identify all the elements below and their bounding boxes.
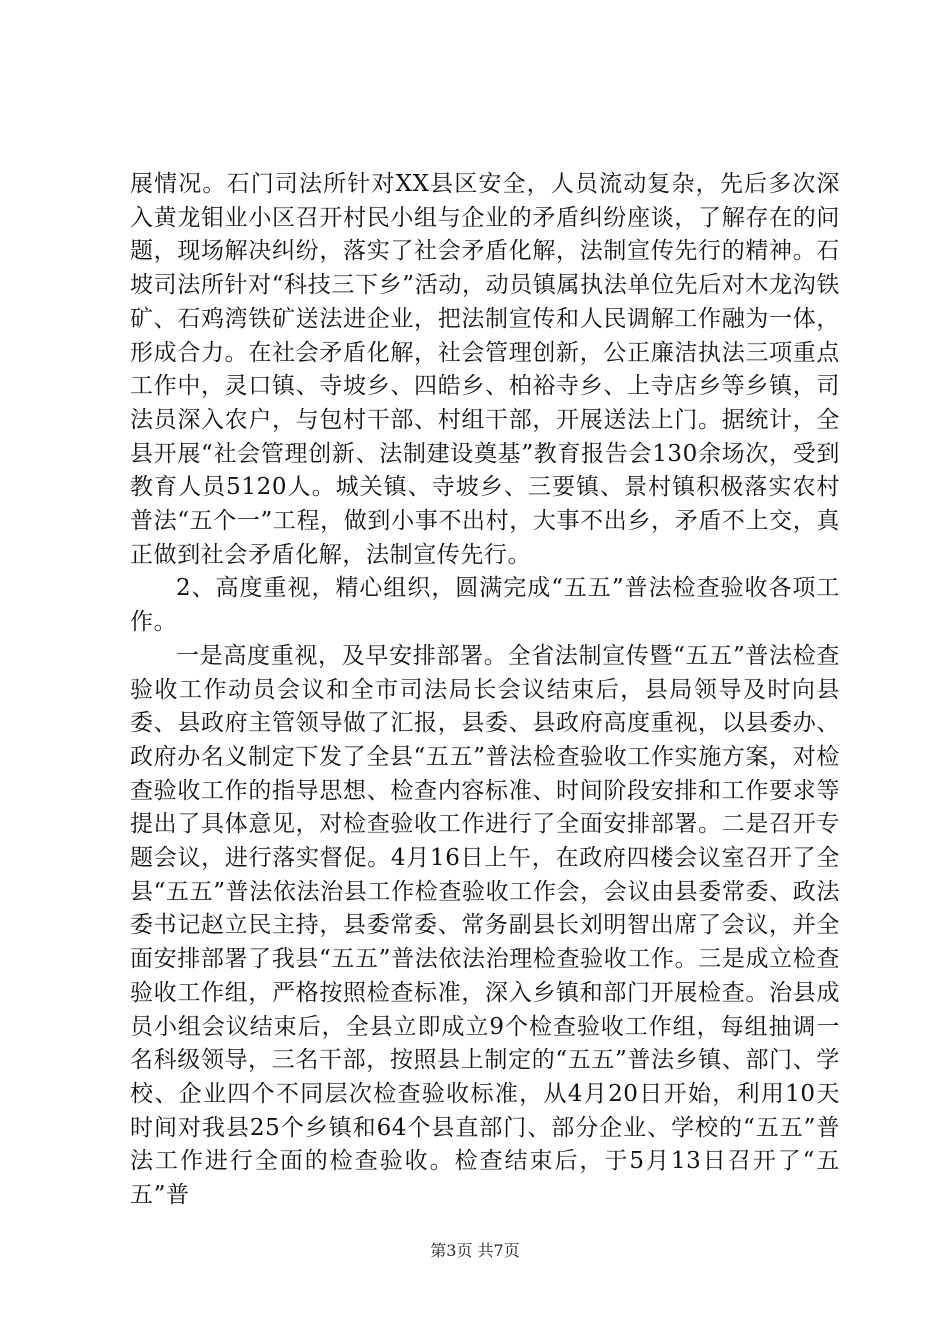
paragraph-continuation: 展情况。石门司法所针对XX县区安全，人员流动复杂，先后多次深入黄龙钼业小区召开村民小组与企业的矛盾纠纷座谈，了解存在的问题，现场解决纠纷，落实了社会矛盾化解，法制宣传先行的精神。石坡司法所针对“科技三下乡”活动，动员镇属执法单位先后对木龙沟铁矿、石鸡湾铁矿送法进企业，把法制宣传和人民调解工作融为一体，形成合力。在社会矛盾化解，社会管理创新，公正廉洁执法三项重点工作中，灵口镇、寺坡乡、四皓乡、柏裕寺乡、上寺店乡等乡镇，司法员深入农户，与包村干部、村组干部，开展送法上门。据统计，全县开展“社会管理创新、法制建设奠基”教育报告会130余场次，受到教育人员5120人。城关镇、寺坡乡、三要镇、景村镇积极落实农村普法“五个一”工程，做到小事不出村，大事不出乡，矛盾不上交，真正做到社会矛盾化解，法制宣传先行。 <box>130 171 840 568</box>
paragraph-body: 一是高度重视，及早安排部署。全省法制宣传暨“五五”普法检查验收工作动员会议和全市司法局长会议结束后，县局领导及时向县委、县政府主管领导做了汇报，县委、县政府高度重视，以县委办、政府办名义制定下发了全县“五五”普法检查验收工作实施方案，对检查验收工作的指导思想、检查内容标准、时间阶段安排和工作要求等提出了具体意见，对检查验收工作进行了全面安排部署。二是召开专题会议，进行落实督促。4月16日上午，在政府四楼会议室召开了全县“五五”普法依法治县工作检查验收工作会，会议由县委常委、政法委书记赵立民主持，县委常委、常务副县长刘明智出席了会议，并全面安排部署了我县“五五”普法依法治理检查验收工作。三是成立检查验收工作组，严格按照检查标准，深入乡镇和部门开展检查。治县成员小组会议结束后，全县立即成立9个检查验收工作组，每组抽调一名科级领导，三名干部，按照县上制定的“五五”普法乡镇、部门、学校、企业四个不同层次检查验收标准，从4月20日开始，利用10天时间对我县25个乡镇和64个县直部门、部分企业、学校的“五五”普法工作进行全面的检查验收。检查结束后，于5月13日召开了“五五”普 <box>130 642 840 1209</box>
page-footer: 第3页 共7页 <box>430 1241 520 1260</box>
document-body <box>130 168 840 1213</box>
paragraph-section-heading: 2、高度重视，精心组织，圆满完成“五五”普法检查验收各项工作。 <box>130 575 840 636</box>
